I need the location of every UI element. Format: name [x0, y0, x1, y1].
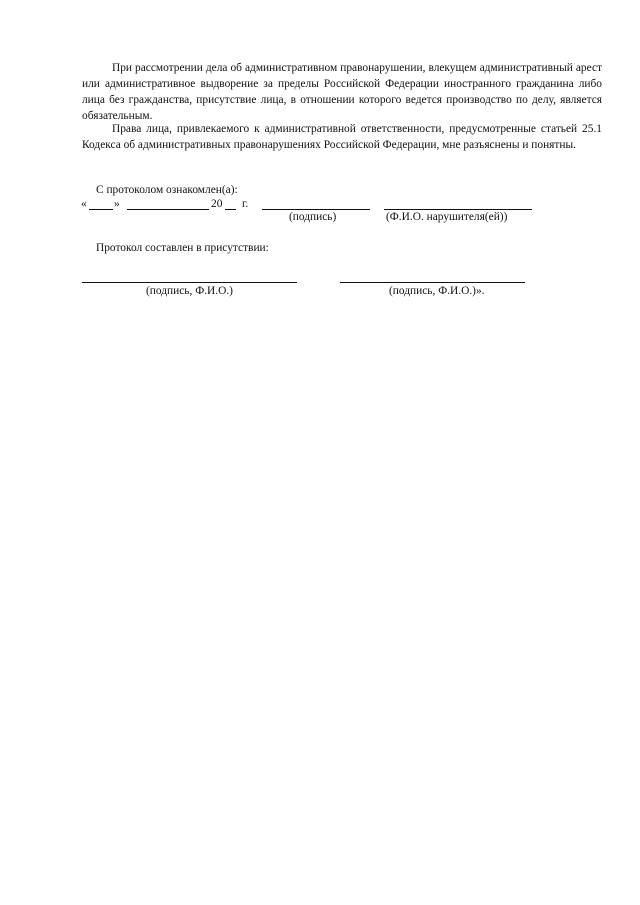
date-year-prefix: 20 — [211, 198, 223, 210]
witness-right-caption: (подпись, Ф.И.О.)». — [389, 285, 485, 297]
paragraph-rights-explained: Права лица, привлекаемого к административной ответственности, предусмотренные статьей 25.1 Кодекса об административных правонарушениях Российской Федерации, мне разъяснены и понятны. — [82, 123, 602, 151]
date-year-blank[interactable] — [225, 209, 236, 210]
date-month-blank[interactable] — [127, 209, 209, 210]
witness-left-caption: (подпись, Ф.И.О.) — [146, 285, 233, 297]
date-open-quote: « — [81, 198, 87, 210]
violator-name-caption: (Ф.И.О. нарушителя(ей)) — [386, 211, 508, 223]
witnesses-label: Протокол составлен в присутствии: — [96, 242, 269, 254]
date-year-suffix: г. — [242, 198, 249, 210]
witness-right-signature-line[interactable] — [340, 282, 525, 283]
signature-caption: (подпись) — [289, 211, 337, 223]
witness-left-signature-line[interactable] — [82, 282, 297, 283]
date-close-quote: » — [114, 198, 120, 210]
date-day-blank[interactable] — [89, 209, 113, 210]
acquainted-label: С протоколом ознакомлен(а): — [96, 184, 238, 196]
paragraph-presence-requirement: При рассмотрении дела об административном правонарушении, влекущем административный арест или административное выдворение за пределы Российской Федерации иностранного гражданина либо лица без гражданства, присутствие лица, в отношении которого ведется производство по делу, является обязательным. — [82, 62, 602, 122]
